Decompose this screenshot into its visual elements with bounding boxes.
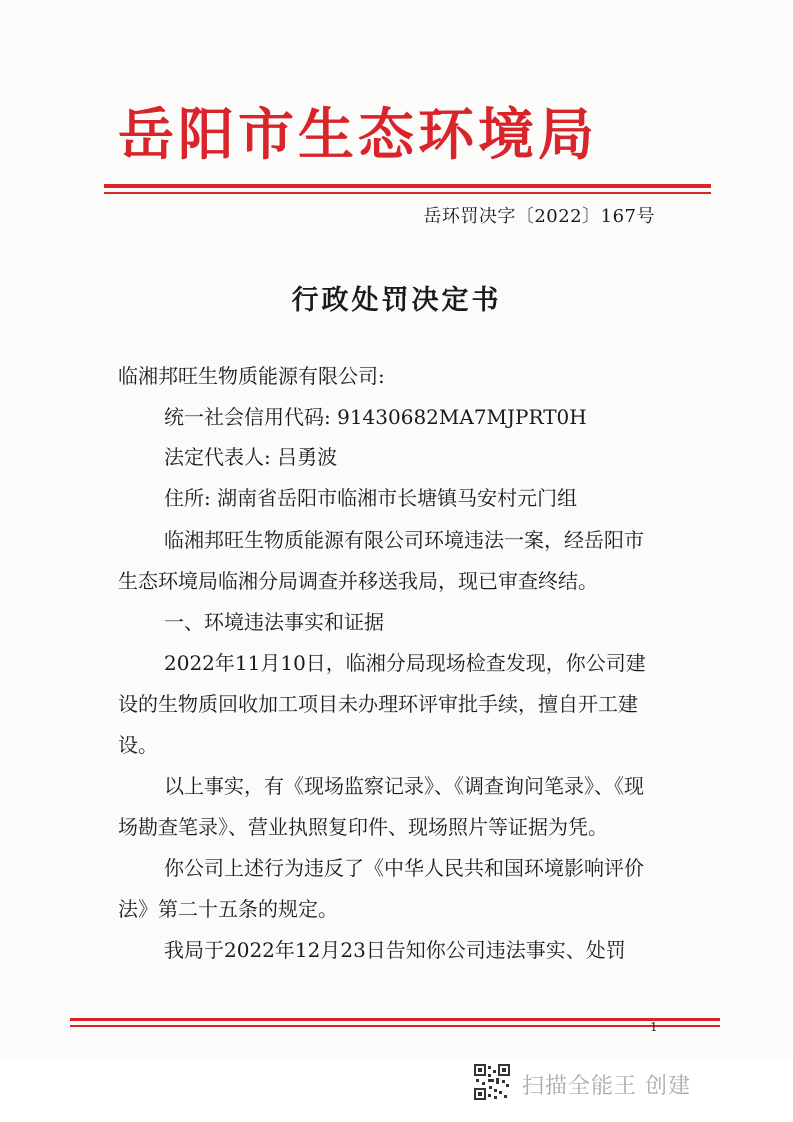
document-number: 岳环罚决字〔2022〕167号	[423, 206, 655, 227]
document-title: 行政处罚决定书	[291, 285, 502, 316]
footer-rule-thin	[70, 1025, 720, 1027]
footer-rule-thick	[70, 1018, 720, 1021]
letterhead-rule-thick	[104, 184, 711, 188]
page-number: 1	[650, 1020, 658, 1034]
letterhead-rule-thin	[104, 192, 711, 194]
recipient-legal-representative: 法定代表人: 吕勇波	[164, 445, 338, 469]
paragraph-line: 生态环境局临湘分局调查并移送我局，现已审查终结。	[118, 569, 598, 593]
paragraph-line: 2022年11月10日，临湘分局现场检查发现，你公司建	[164, 651, 646, 675]
section-heading: 一、环境违法事实和证据	[164, 610, 384, 634]
qr-code-icon	[474, 1064, 510, 1100]
recipient-credit-code: 统一社会信用代码: 91430682MA7MJPRT0H	[164, 405, 587, 429]
paragraph-line: 你公司上述行为违反了《中华人民共和国环境影响评价	[164, 856, 644, 880]
paragraph-line: 临湘邦旺生物质能源有限公司环境违法一案，经岳阳市	[164, 528, 644, 552]
letterhead-organization: 岳阳市生态环境局	[118, 103, 598, 168]
paragraph-line: 场勘查笔录》、营业执照复印件、现场照片等证据为凭。	[118, 815, 608, 839]
paragraph-line: 设的生物质回收加工项目未办理环评审批手续，擅自开工建	[118, 692, 638, 716]
paragraph-line: 设。	[118, 733, 158, 757]
recipient-name: 临湘邦旺生物质能源有限公司:	[118, 364, 385, 388]
paragraph-line: 我局于2022年12月23日告知你公司违法事实、处罚	[164, 938, 626, 962]
paragraph-line: 法》第二十五条的规定。	[118, 897, 338, 921]
recipient-address: 住所: 湖南省岳阳市临湘市长塘镇马安村元门组	[164, 486, 578, 510]
paragraph-line: 以上事实，有《现场监察记录》、《调查询问笔录》、《现	[164, 774, 644, 798]
scanner-watermark: 扫描全能王 创建	[522, 1074, 691, 1099]
